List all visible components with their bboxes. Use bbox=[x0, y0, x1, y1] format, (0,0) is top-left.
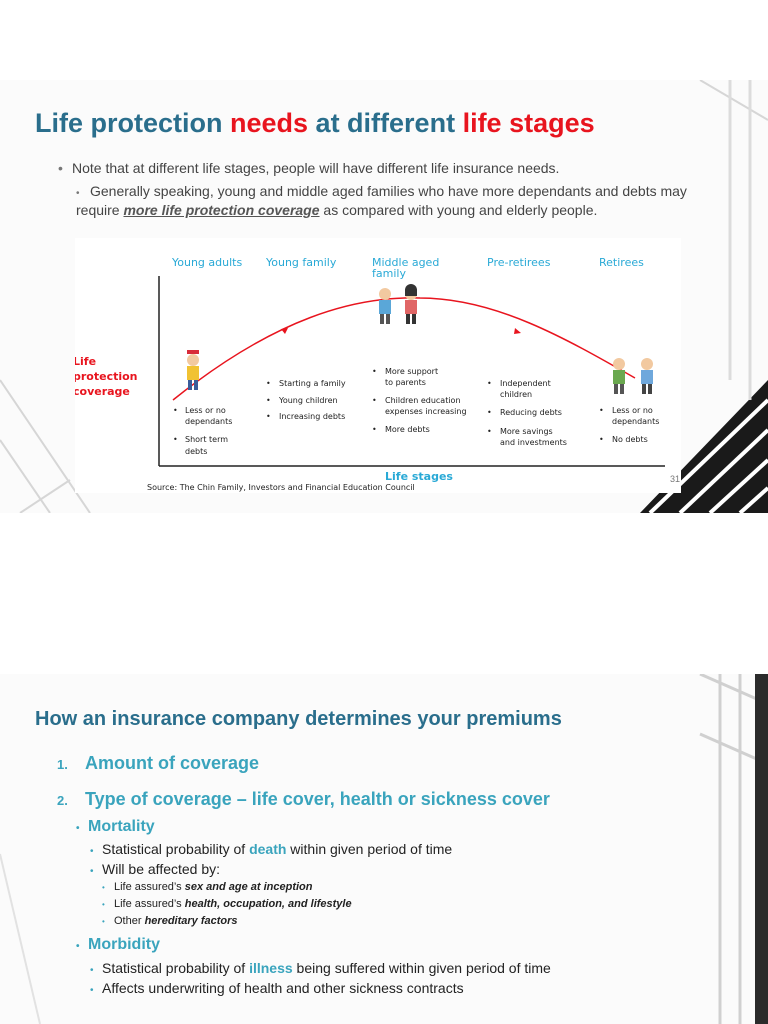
stage-young-adults: Young adults bbox=[172, 256, 243, 269]
yf-3: Increasing debts bbox=[279, 412, 346, 421]
pr-1: Independent bbox=[500, 379, 551, 388]
ylabel-2: protection bbox=[75, 370, 138, 383]
morbidity-line-2: • Affects underwriting of health and other sickness contracts bbox=[90, 980, 464, 996]
ya-2t: dependants bbox=[185, 417, 233, 426]
rt-b2: • bbox=[599, 435, 604, 444]
yf-b3: • bbox=[266, 412, 271, 421]
ylabel-1: Life bbox=[75, 355, 97, 368]
stage-young-family: Young family bbox=[266, 256, 337, 269]
yf-b1: • bbox=[266, 379, 271, 388]
stage-retirees: Retirees bbox=[599, 256, 644, 269]
slide-title-premiums: How an insurance company determines your premiums bbox=[35, 708, 562, 730]
mortality-sub-1: • Life assured’s sex and age at inception bbox=[102, 881, 313, 893]
slide-premiums bbox=[0, 674, 768, 1024]
rt-1: Less or no bbox=[612, 406, 653, 415]
pr-b2: • bbox=[487, 408, 492, 417]
yf-b2: • bbox=[266, 396, 271, 405]
pr-5: and investments bbox=[500, 438, 567, 447]
ma-5: More debts bbox=[385, 425, 430, 434]
pr-4: More savings bbox=[500, 427, 553, 436]
xlabel: Life stages bbox=[385, 470, 453, 483]
slide-title: Life protection needs at different life stages bbox=[35, 108, 595, 138]
curve-arrow-2 bbox=[514, 328, 521, 334]
ylabel-3: coverage bbox=[75, 385, 130, 398]
ya-1t: Less or no bbox=[185, 406, 226, 415]
ma-4: expenses increasing bbox=[385, 407, 467, 416]
stage-middle-aged-2: family bbox=[372, 267, 406, 280]
pr-2: children bbox=[500, 390, 533, 399]
rt-b1: • bbox=[599, 406, 604, 415]
item-type-of-coverage: 2. Type of coverage – life cover, health or sickness cover bbox=[57, 789, 550, 809]
bullet-note: • Note that at different life stages, people will have different life insurance needs. bbox=[58, 160, 560, 176]
ya-3: • bbox=[173, 435, 178, 444]
pr-b3: • bbox=[487, 427, 492, 436]
yf-1: Starting a family bbox=[279, 379, 346, 388]
life-stage-chart bbox=[75, 238, 681, 493]
slide-life-protection bbox=[0, 80, 768, 513]
middle-aged-figures bbox=[379, 284, 417, 324]
ma-b3: • bbox=[372, 425, 377, 434]
ma-1: More support bbox=[385, 367, 439, 376]
ma-b1: • bbox=[372, 367, 377, 376]
mortality-sub-2: • Life assured’s health, occupation, and lifestyle bbox=[102, 898, 352, 910]
heading-morbidity: • Morbidity bbox=[76, 936, 160, 953]
curve-arrow-1 bbox=[281, 328, 288, 334]
page-number: 31 bbox=[670, 474, 681, 484]
ma-2: to parents bbox=[385, 378, 426, 387]
stage-pre-retirees: Pre-retirees bbox=[487, 256, 551, 269]
item-amount-of-coverage: 1. Amount of coverage bbox=[57, 753, 260, 773]
source-text: Source: The Chin Family, Investors and Financial Education Council bbox=[147, 483, 415, 492]
rt-3: No debts bbox=[612, 435, 648, 444]
pr-b1: • bbox=[487, 379, 492, 388]
mortality-sub-3: • Other hereditary factors bbox=[102, 915, 238, 927]
mortality-line-2: • Will be affected by: bbox=[90, 861, 221, 877]
yf-2: Young children bbox=[279, 396, 338, 405]
ma-3: Children education bbox=[385, 396, 461, 405]
mortality-line-1: • Statistical probability of death within given period of time bbox=[90, 841, 453, 857]
stage-middle-aged: Middle aged bbox=[372, 256, 440, 269]
ya-1: • bbox=[173, 406, 178, 415]
rt-2: dependants bbox=[612, 417, 660, 426]
ya-4t: debts bbox=[185, 447, 208, 456]
morbidity-line-1: • Statistical probability of illness being suffered within given period of time bbox=[90, 960, 551, 976]
pr-3: Reducing debts bbox=[500, 408, 562, 417]
ma-b2: • bbox=[372, 396, 377, 405]
bullet-generally: • Generally speaking, young and middle aged families who have more dependants and debts may require more life protection coverage as compared with young and elderly people. bbox=[76, 183, 687, 218]
ya-3t: Short term bbox=[185, 435, 229, 444]
heading-mortality: • Mortality bbox=[76, 818, 155, 835]
life-stage-chart-svg bbox=[75, 238, 681, 493]
